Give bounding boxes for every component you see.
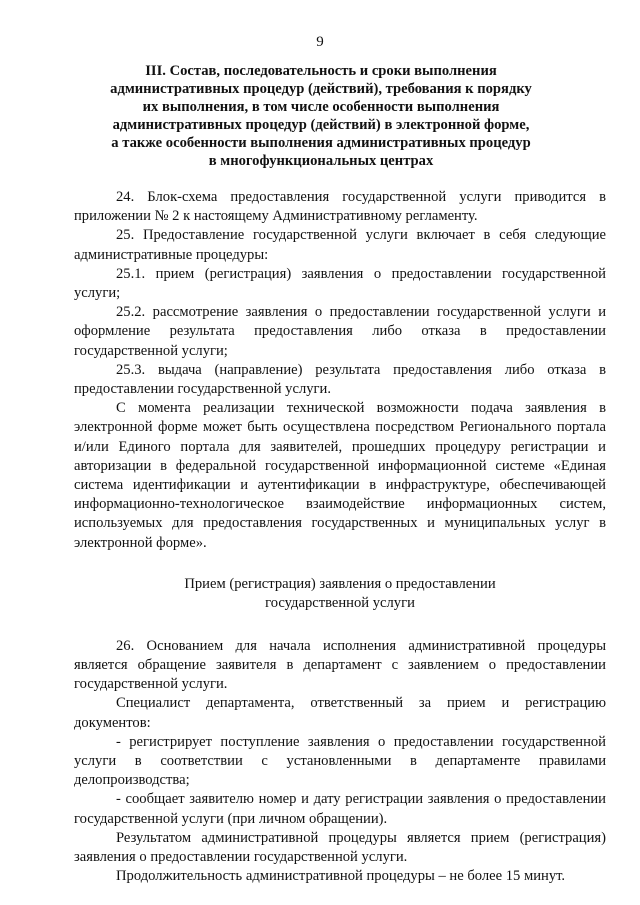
page-number: 9 — [316, 34, 324, 50]
document-body — [74, 188, 606, 887]
paragraph-duration: Продолжительность административной процедуры – не более 15 минут. — [116, 868, 566, 885]
paragraph-25: 25. Предоставление государственной услуги включает в себя следующие административные процедуры: — [74, 227, 606, 263]
subsection-heading-line: государственной услуги — [265, 594, 415, 611]
paragraph-specialist: Специалист департамента, ответственный за прием и регистрацию документов: — [74, 695, 606, 731]
paragraph-24: 24. Блок-схема предоставления государственной услуги приводится в приложении № 2 к настоящему Административному регламенту. — [74, 189, 606, 225]
paragraph-informs: - сообщает заявителю номер и дату регистрации заявления о предоставлении государственной услуги (при личном обращении). — [74, 791, 606, 827]
section-heading-line: в многофункциональных центрах — [208, 153, 434, 169]
section-heading — [76, 62, 566, 170]
paragraph-registers: - регистрирует поступление заявления о предоставлении государственной услуги в соответствии с установленными в департаменте правилами делопроизводства; — [74, 733, 606, 789]
section-heading-line: административных процедур (действий), требования к порядку — [110, 81, 532, 97]
paragraph-26: 26. Основанием для начала исполнения административной процедуры является обращение заявителя в департамент с заявлением о предоставлении государственной услуги. — [74, 637, 606, 693]
section-heading-line: а также особенности выполнения административных процедур — [111, 135, 531, 151]
paragraph-electronic-submission: С момента реализации технической возможности подача заявления в электронной форме может быть осуществлена посредством Регионального портала и/или Единого портала для заявителей, прошедших процедуру регистрации и авторизации в федеральной государственной информационной системе «Единая система идентификации и аутентификации в инфраструктуре, обеспечивающей информационно-технологическое взаимодействие информационных систем, используемых для предоставления государственных и муниципальных услуг в электронной форме». — [74, 400, 606, 551]
paragraph-25-3: 25.3. выдача (направление) результата предоставления либо отказа в предоставлении государственной услуги. — [74, 361, 606, 398]
subsection-heading-line: Прием (регистрация) заявления о предоставлении — [184, 575, 496, 592]
paragraph-result: Результатом административной процедуры является прием (регистрация) заявления о предоставлении государственной услуги. — [74, 829, 606, 866]
section-heading-line: их выполнения, в том числе особенности выполнения — [142, 99, 500, 115]
section-heading-line: административных процедур (действий) в электронной форме, — [112, 117, 530, 133]
subsection-heading — [74, 575, 606, 613]
section-heading-line: III. Состав, последовательность и сроки выполнения — [145, 63, 497, 79]
paragraph-25-2: 25.2. рассмотрение заявления о предоставлении государственной услуги и оформление результата предоставления либо отказа в предоставлении государственной услуги; — [74, 304, 606, 359]
paragraph-25-1: 25.1. прием (регистрация) заявления о предоставлении государственной услуги; — [74, 265, 606, 302]
